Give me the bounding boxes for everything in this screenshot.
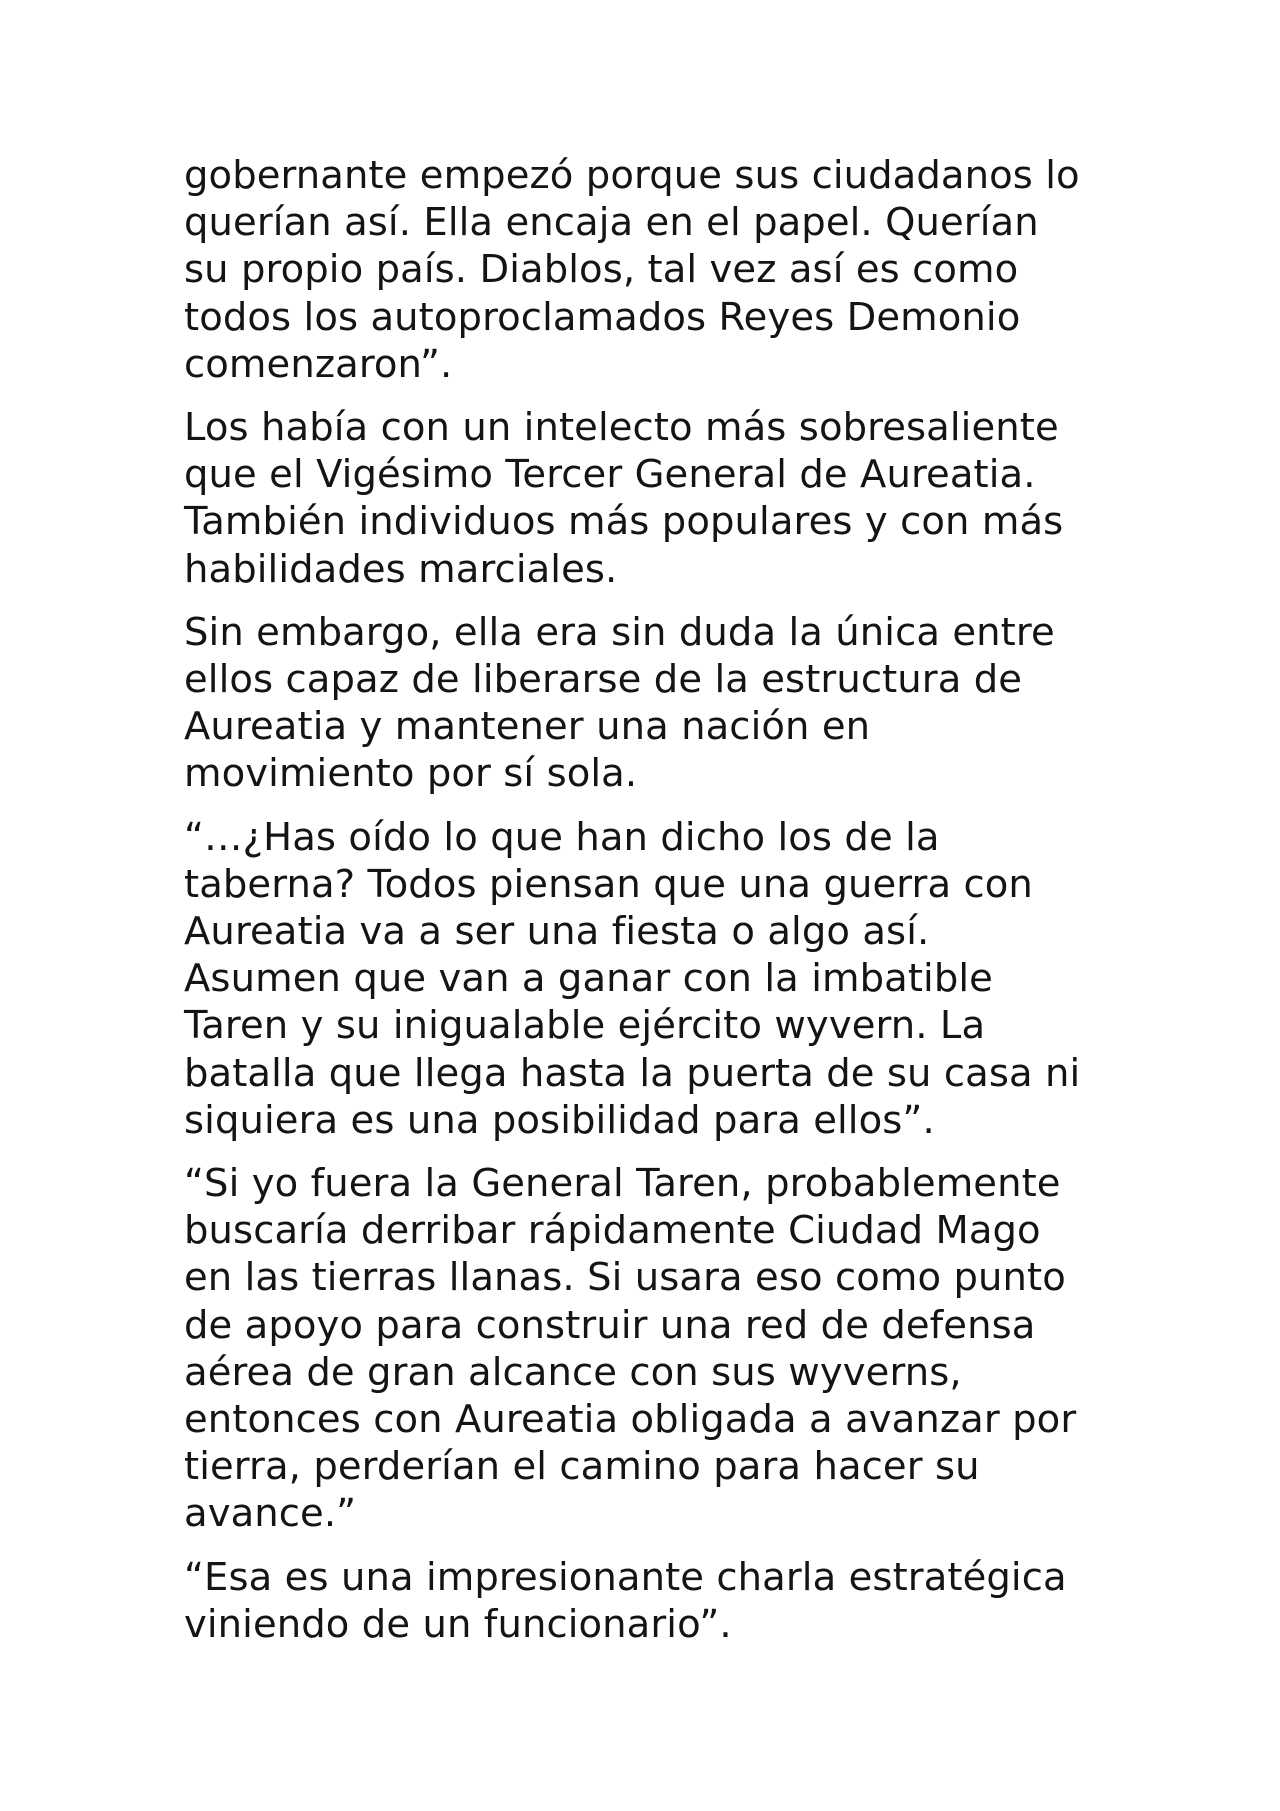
text-line: avance.”: [184, 1491, 357, 1537]
text-line: “…¿Has oído lo que han dicho los de la: [184, 814, 940, 860]
body-text: [184, 152, 1104, 1664]
text-line: Asumen que van a ganar con la imbatible: [184, 956, 993, 1002]
paragraph-6: [184, 1554, 1104, 1648]
text-line: ellos capaz de liberarse de la estructura de: [184, 657, 1023, 703]
text-line: Taren y su inigualable ejército wyvern. La: [184, 1003, 986, 1049]
text-line: de apoyo para construir una red de defensa: [184, 1302, 1036, 1348]
text-line: movimiento por sí sola.: [184, 751, 638, 797]
text-line: batalla que llega hasta la puerta de su casa ni: [184, 1050, 1081, 1096]
text-line: aérea de gran alcance con sus wyverns,: [184, 1349, 962, 1395]
text-line: entonces con Aureatia obligada a avanzar por: [184, 1397, 1077, 1443]
paragraph-2: [184, 404, 1104, 593]
text-line: su propio país. Diablos, tal vez así es como: [184, 247, 1019, 293]
text-line: que el Vigésimo Tercer General de Aureatia.: [184, 452, 1036, 498]
text-line: taberna? Todos piensan que una guerra con: [184, 861, 1033, 907]
text-line: todos los autoproclamados Reyes Demonio: [184, 294, 1021, 340]
text-line: buscaría derribar rápidamente Ciudad Mago: [184, 1208, 1041, 1254]
text-line: siquiera es una posibilidad para ellos”.: [184, 1097, 935, 1143]
text-line: habilidades marciales.: [184, 546, 618, 592]
text-line: viniendo de un funcionario”.: [184, 1601, 732, 1647]
text-line: Los había con un intelecto más sobresaliente: [184, 405, 1059, 451]
text-line: querían así. Ella encaja en el papel. Querían: [184, 200, 1039, 246]
text-line: “Esa es una impresionante charla estratégica: [184, 1554, 1067, 1600]
text-line: gobernante empezó porque sus ciudadanos lo: [184, 153, 1080, 198]
text-line: También individuos más populares y con más: [184, 499, 1064, 545]
paragraph-4: [184, 814, 1104, 1144]
paragraph-3: [184, 609, 1104, 798]
paragraph-5: [184, 1160, 1104, 1538]
text-line: Aureatia va a ser una fiesta o algo así.: [184, 909, 930, 955]
text-line: Sin embargo, ella era sin duda la única entre: [184, 609, 1055, 655]
text-line: tierra, perderían el camino para hacer su: [184, 1444, 980, 1490]
paragraph-1: [184, 152, 1104, 388]
text-line: “Si yo fuera la General Taren, probablemente: [184, 1161, 1061, 1207]
text-line: en las tierras llanas. Si usara eso como punto: [184, 1255, 1066, 1301]
text-line: comenzaron”.: [184, 341, 453, 387]
text-line: Aureatia y mantener una nación en: [184, 704, 871, 750]
